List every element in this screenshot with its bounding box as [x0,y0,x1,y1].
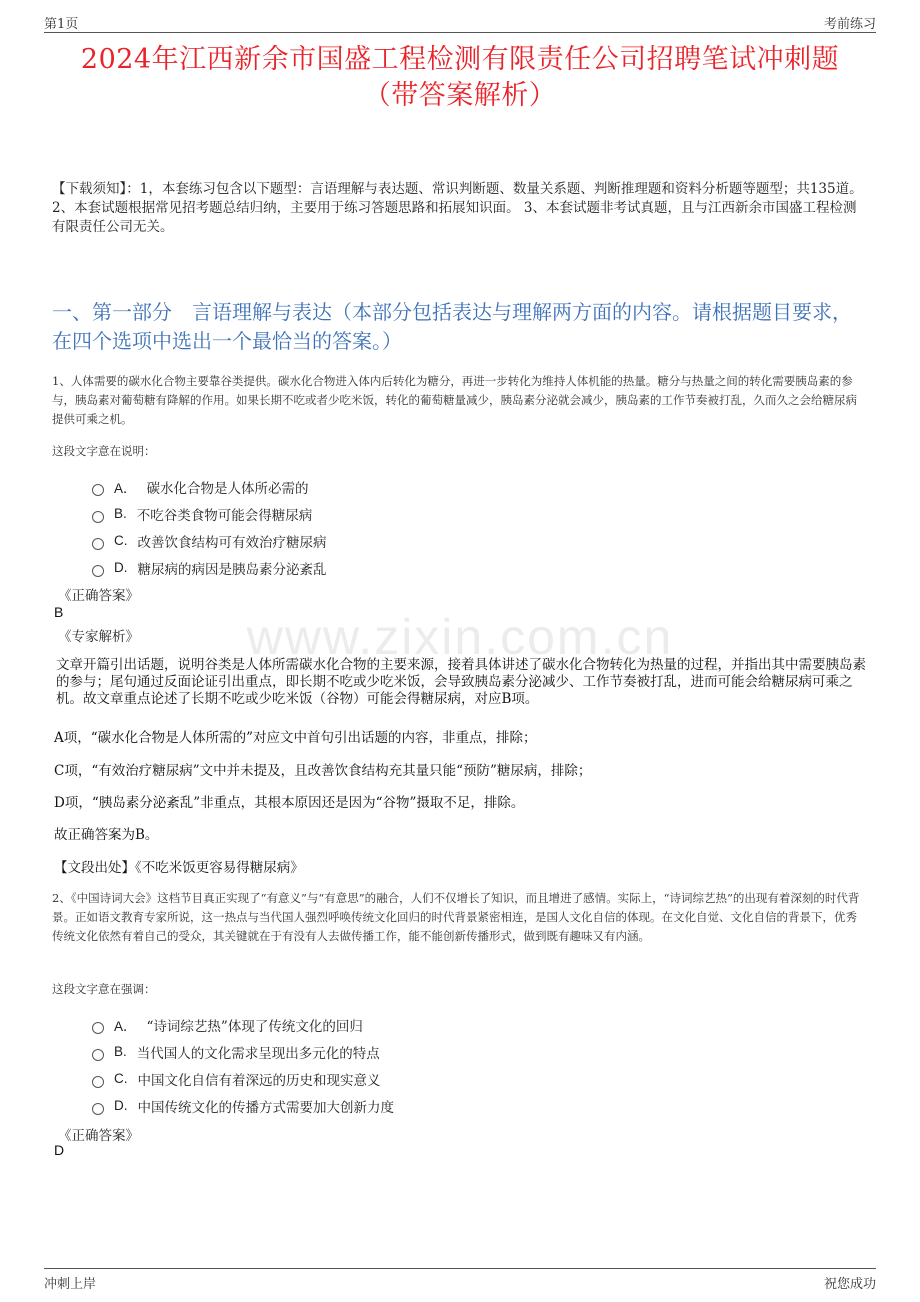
download-notice: 【下载须知】：1，本套练习包含以下题型：言语理解与表达题、常识判断题、数量关系题、判断推理题和资料分析题等题型；共135道。 2、本套试题根据常见招考题总结归纳，主要用于练习答题思路和拓展知识面。 3、本套试题非考试真题，且与江西新余市国盛工程检测有限责任公司无关。 [52,181,863,235]
radio-button-icon[interactable] [92,565,104,577]
question-1-options [92,473,327,581]
title-line-1: 2024年江西新余市国盛工程检测有限责任公司招聘笔试冲刺题 [80,44,840,75]
option-letter: D. [114,560,128,575]
question-1-text: 1、人体需要的碳水化合物主要靠谷类提供。碳水化合物进入体内后转化为糖分，再进一步转化为维持人体机能的热量。糖分与热量之间的转化需要胰岛素的参与，胰岛素对葡萄糖有降解的作用。如果长期不吃或者少吃米饭，转化的葡萄糖量减少，胰岛素分泌就会减少，胰岛素的工作节奏被打乱，久而久之会给糖尿病提供可乘之机。 [52,374,857,426]
footer-right-label: 祝您成功 [823,1277,876,1292]
section-heading: 一、第一部分 言语理解与表达（本部分包括表达与理解两方面的内容。请根据题目要求，在四个选项中选出一个最恰当的答案。） [52,300,852,353]
option-b[interactable] [92,1038,394,1065]
option-letter: C. [114,533,128,548]
question-2-text: 2、《中国诗词大会》这档节目真正实现了“有意义”与“有意思”的融合，人们不仅增长了知识，而且增进了感情。实际上，“诗词综艺热”的出现有着深刻的时代背景。正如语文教育专家所说，这一热点与当代国人强烈呼唤传统文化回归的时代背景紧密相连，是国人文化自信的体现。在文化自觉、文化自信的背景下，优秀传统文化依然有着自己的受众，其关键就在于有没有人去做传播工作，能不能创新传播形式，做到既有趣味又有内涵。 [52,891,860,943]
option-text: 碳水化合物是人体所必需的 [146,480,309,497]
radio-button-icon[interactable] [92,538,104,550]
correct-answer: D [54,1142,65,1158]
expert-analysis: 文章开篇引出话题，说明谷类是人体所需碳水化合物的主要来源，接着具体讲述了碳水化合物转化为热量的过程，并指出其中需要胰岛素的参与；尾句通过反面论证引出重点，即长期不吃或少吃米饭，会导致胰岛素分泌减少、工作节奏被打乱，进而可能会给糖尿病可乘之机。故文章重点论述了长期不吃或少吃米饭（谷物）可能会得糖尿病，对应B项。 [56,657,866,707]
correct-answer: B [54,604,64,620]
option-letter: B. [114,1044,127,1059]
option-text: 中国传统文化的传播方式需要加大创新力度 [137,1099,394,1116]
title-line-2: （带答案解析） [363,80,557,111]
question-1-prompt: 这段文字意在说明： [52,444,156,458]
option-letter: A． [114,1018,137,1034]
analysis-option-a: A项，“碳水化合物是人体所需的”对应文中首句引出话题的内容，非重点，排除； [54,730,537,746]
radio-button-icon[interactable] [92,484,104,496]
footer-left-label: 冲刺上岸 [44,1277,97,1292]
option-text: 改善饮食结构可有效治疗糖尿病 [137,534,327,551]
option-letter: C. [114,1071,128,1086]
analysis-conclusion: 故正确答案为B。 [54,827,159,843]
radio-button-icon[interactable] [92,1022,104,1034]
option-c[interactable] [92,527,327,554]
radio-button-icon[interactable] [92,511,104,523]
question-2-options [92,1011,394,1119]
analysis-option-c: C项，“有效治疗糖尿病”文中并未提及，且改善饮食结构充其量只能“预防”糖尿病，排除； [54,763,592,779]
option-a[interactable] [92,473,327,500]
option-text: 不吃谷类食物可能会得糖尿病 [136,507,313,524]
correct-answer-label: 《正确答案》 [58,1128,139,1144]
option-text: 糖尿病的病因是胰岛素分泌紊乱 [137,561,327,578]
expert-analysis-label: 《专家解析》 [58,629,139,645]
page-number: 第1页 [44,17,79,32]
header-label: 考前练习 [823,17,876,32]
document-title [44,42,876,114]
option-d[interactable] [92,554,327,581]
option-d[interactable] [92,1092,394,1119]
watermark: www.zixin.com.cn [246,609,674,665]
page-header [44,10,876,33]
analysis-option-d: D项，“胰岛素分泌紊乱”非重点，其根本原因还是因为“谷物”摄取不足，排除。 [54,795,525,811]
option-c[interactable] [92,1065,394,1092]
page-footer [44,1268,876,1292]
radio-button-icon[interactable] [92,1076,104,1088]
radio-button-icon[interactable] [92,1049,104,1061]
question-2-prompt: 这段文字意在强调： [52,982,156,996]
option-b[interactable] [92,500,327,527]
option-letter: B. [114,506,127,521]
option-letter: A． [114,480,137,496]
option-text: 中国文化自信有着深远的历史和现实意义 [137,1072,381,1089]
option-text: 当代国人的文化需求呈现出多元化的特点 [136,1045,380,1062]
option-text: “诗词综艺热”体现了传统文化的回归 [146,1018,363,1035]
correct-answer-label: 《正确答案》 [58,588,139,604]
option-letter: D. [114,1098,128,1113]
option-a[interactable] [92,1011,394,1038]
text-source: 【文段出处】《不吃米饭更容易得糖尿病》 [54,860,304,876]
radio-button-icon[interactable] [92,1103,104,1115]
